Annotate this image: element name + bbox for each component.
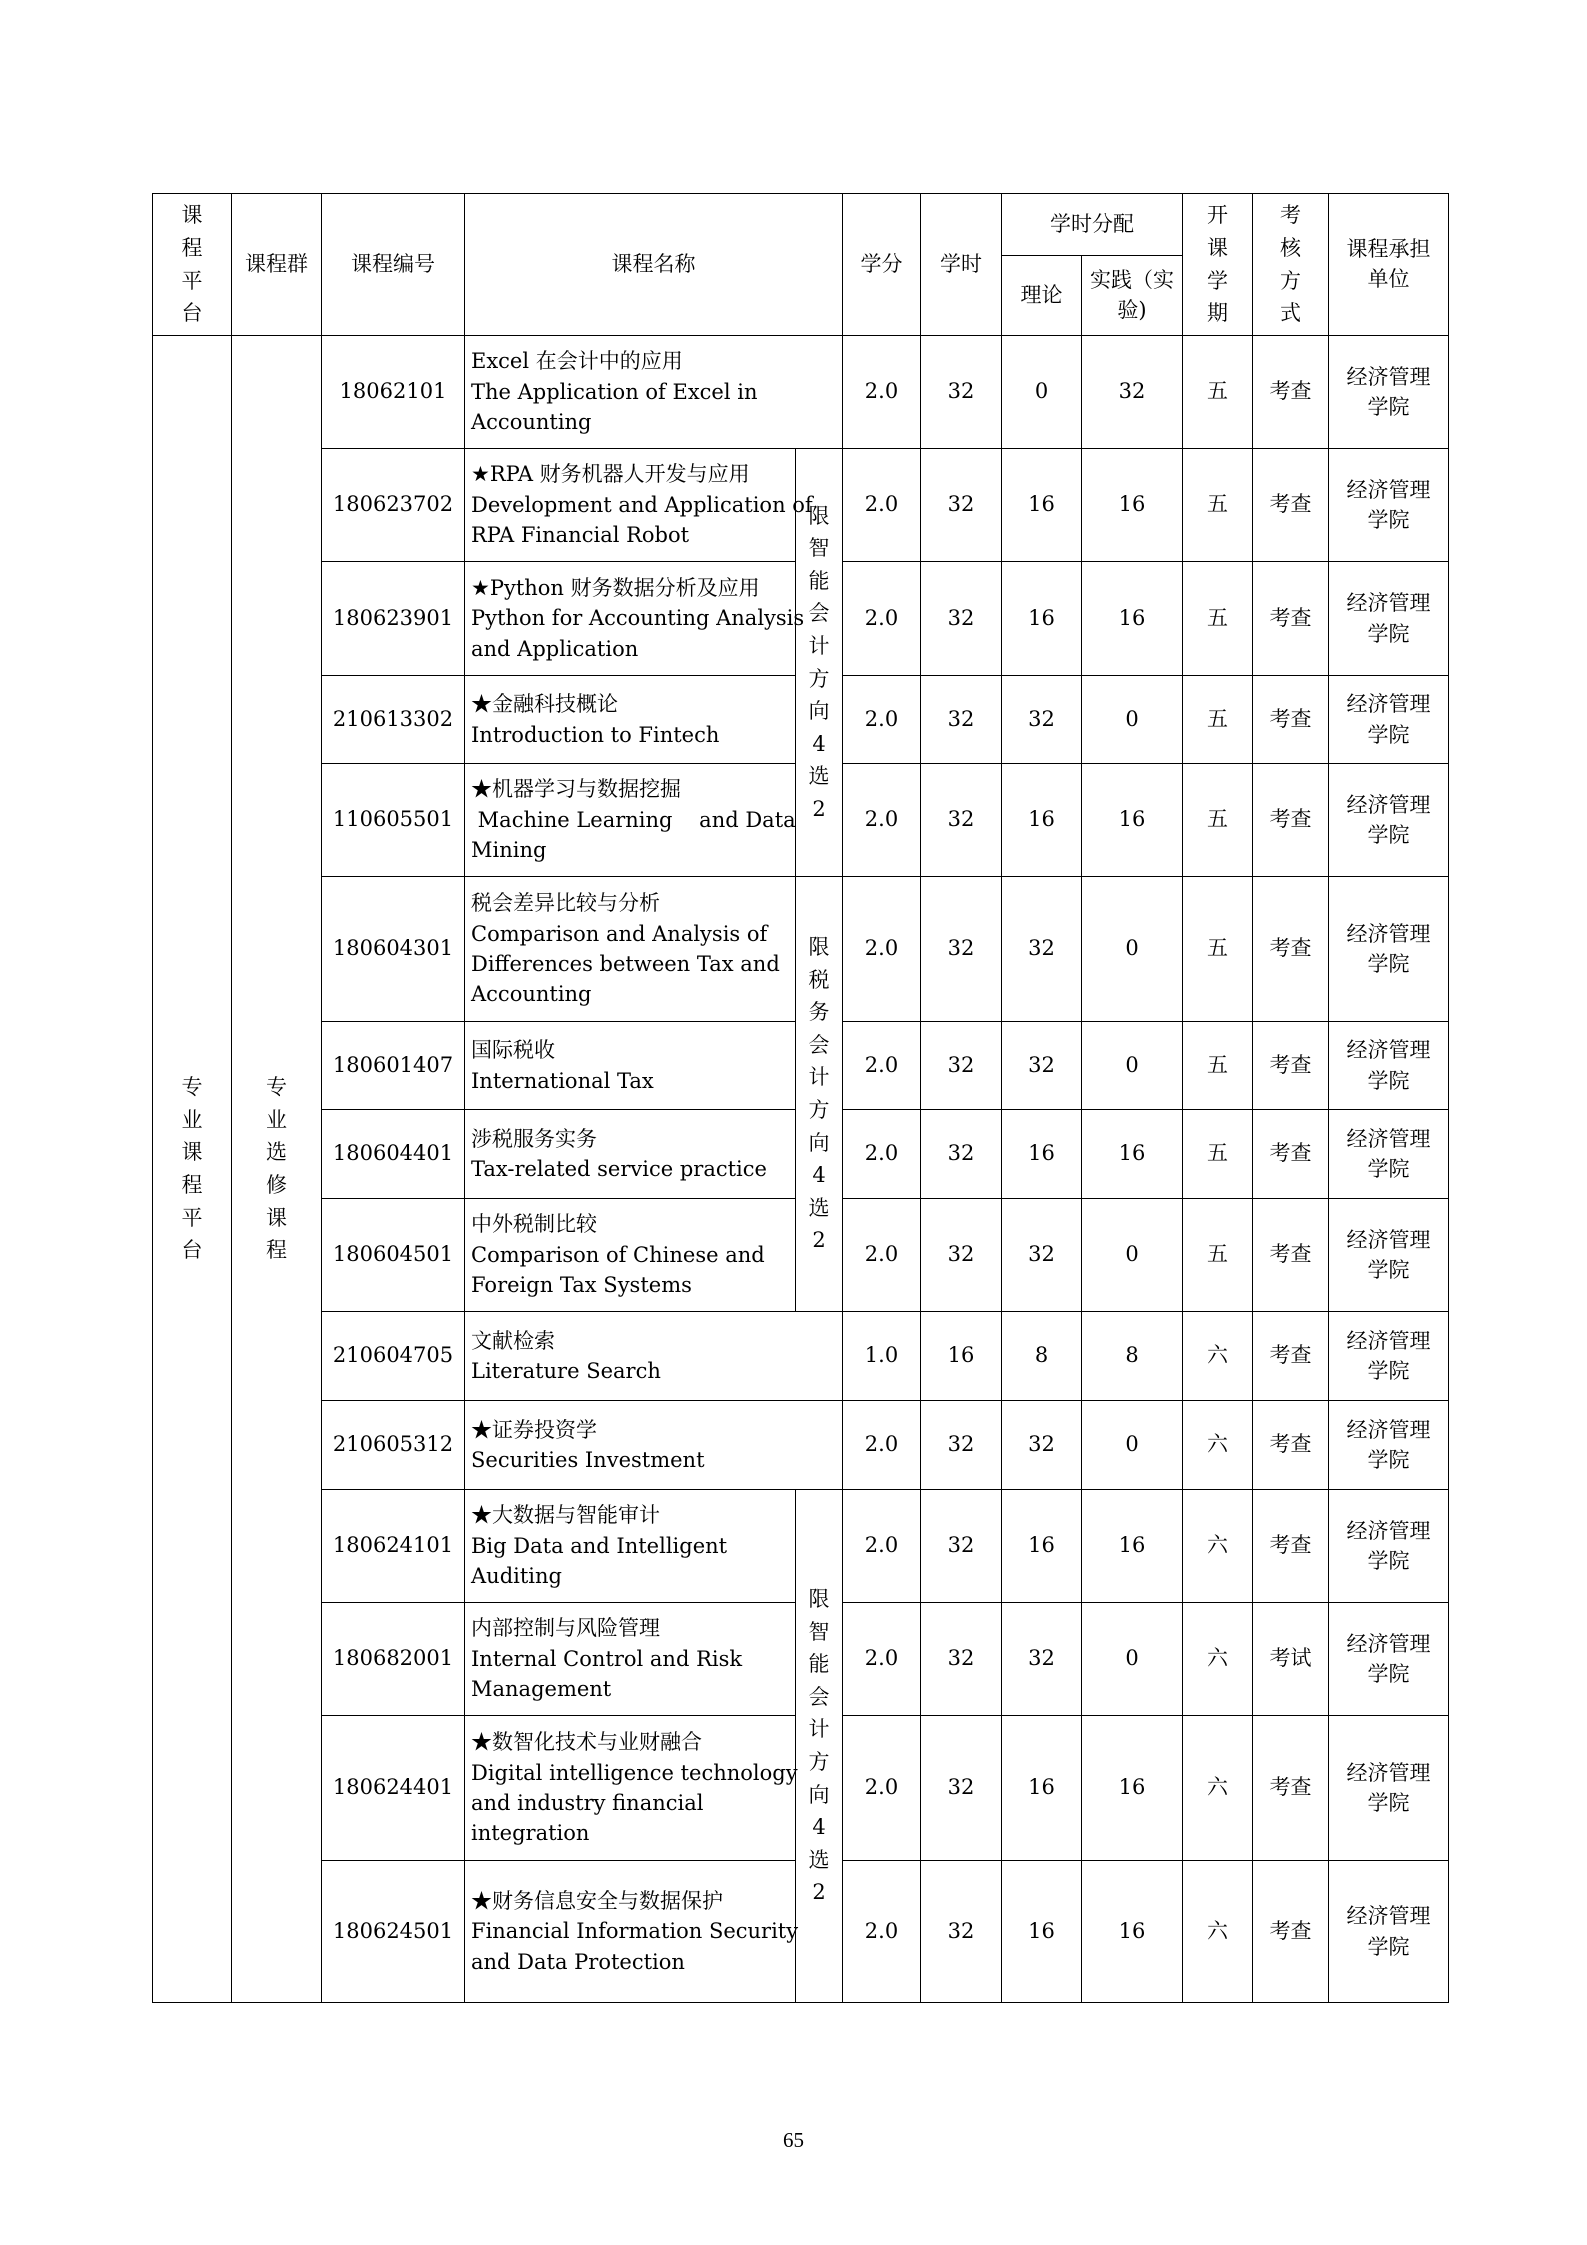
course-name-cn: 文献检索 bbox=[471, 1328, 555, 1353]
table-row bbox=[153, 1490, 1449, 1603]
unit-line: 经济管理 bbox=[1346, 1760, 1431, 1785]
assessment: 考查 bbox=[1253, 562, 1329, 676]
course-name-en: Big Data and Intelligent bbox=[471, 1533, 728, 1558]
track-label-text: 限智能会计方向4选2 bbox=[808, 1587, 830, 1905]
unit-line: 经济管理 bbox=[1346, 1126, 1431, 1151]
course-name-cn: 国际税收 bbox=[471, 1038, 555, 1063]
unit-line: 经济管理 bbox=[1346, 477, 1431, 502]
teaching-unit bbox=[1329, 1022, 1449, 1110]
credit: 2.0 bbox=[843, 1401, 921, 1490]
credit: 2.0 bbox=[843, 1716, 921, 1861]
track-label-text: 限税务会计方向4选2 bbox=[808, 935, 830, 1253]
unit-line: 经济管理 bbox=[1346, 1038, 1431, 1063]
course-name-cn: ★证券投资学 bbox=[471, 1417, 597, 1442]
course-name-en: Financial Information Security bbox=[471, 1919, 799, 1944]
semester: 六 bbox=[1183, 1312, 1253, 1401]
course-code: 180624501 bbox=[322, 1861, 465, 2003]
hours: 32 bbox=[921, 1603, 1002, 1716]
teaching-unit bbox=[1329, 1110, 1449, 1199]
header-name: 课程名称 bbox=[465, 194, 843, 336]
teaching-unit bbox=[1329, 1401, 1449, 1490]
course-name-en: Foreign Tax Systems bbox=[471, 1273, 692, 1298]
assessment: 考查 bbox=[1253, 1022, 1329, 1110]
course-name-en: RPA Financial Robot bbox=[471, 523, 690, 548]
practice-hours: 16 bbox=[1082, 1861, 1183, 2003]
unit-line: 经济管理 bbox=[1346, 1328, 1431, 1353]
course-name-en: Digital intelligence technology bbox=[471, 1760, 798, 1785]
course-name-en: integration bbox=[471, 1821, 590, 1846]
course-name-en: Development and Application of bbox=[471, 492, 813, 517]
credit: 2.0 bbox=[843, 1603, 921, 1716]
table-row bbox=[153, 336, 1449, 449]
theory-hours: 16 bbox=[1002, 1861, 1082, 2003]
semester: 六 bbox=[1183, 1401, 1253, 1490]
teaching-unit bbox=[1329, 676, 1449, 764]
credit: 2.0 bbox=[843, 1490, 921, 1603]
hours: 32 bbox=[921, 1022, 1002, 1110]
unit-line: 经济管理 bbox=[1346, 1227, 1431, 1252]
platform-cell bbox=[153, 336, 232, 2003]
assessment: 考查 bbox=[1253, 1199, 1329, 1312]
teaching-unit bbox=[1329, 1603, 1449, 1716]
course-code: 180623702 bbox=[322, 449, 465, 562]
course-name-en: and Application bbox=[471, 636, 639, 661]
hours: 32 bbox=[921, 562, 1002, 676]
course-code: 180604301 bbox=[322, 877, 465, 1022]
semester: 六 bbox=[1183, 1490, 1253, 1603]
course-name-en: Internal Control and Risk bbox=[471, 1646, 743, 1671]
practice-hours: 0 bbox=[1082, 1401, 1183, 1490]
theory-hours: 16 bbox=[1002, 1110, 1082, 1199]
hours: 32 bbox=[921, 676, 1002, 764]
course-name bbox=[465, 336, 843, 449]
credit: 2.0 bbox=[843, 877, 921, 1022]
credit: 2.0 bbox=[843, 1022, 921, 1110]
course-name bbox=[465, 1490, 796, 1603]
unit-line: 学院 bbox=[1367, 1258, 1410, 1282]
unit-line: 经济管理 bbox=[1346, 1518, 1431, 1543]
course-name-cn: 涉税服务实务 bbox=[471, 1126, 597, 1151]
hours: 32 bbox=[921, 764, 1002, 877]
teaching-unit bbox=[1329, 336, 1449, 449]
hours: 32 bbox=[921, 1716, 1002, 1861]
theory-hours: 32 bbox=[1002, 1022, 1082, 1110]
unit-line: 学院 bbox=[1367, 823, 1410, 847]
practice-hours: 16 bbox=[1082, 562, 1183, 676]
unit-line: 学院 bbox=[1367, 508, 1410, 532]
unit-line: 学院 bbox=[1367, 1068, 1410, 1093]
practice-hours: 0 bbox=[1082, 1022, 1183, 1110]
teaching-unit bbox=[1329, 877, 1449, 1022]
table-row bbox=[153, 1312, 1449, 1401]
hours: 32 bbox=[921, 877, 1002, 1022]
platform-label: 专业课程平台 bbox=[181, 1075, 203, 1263]
practice-hours: 16 bbox=[1082, 764, 1183, 877]
course-name-en: International Tax bbox=[471, 1068, 654, 1093]
theory-hours: 32 bbox=[1002, 877, 1082, 1022]
course-name-cn: Excel 在会计中的应用 bbox=[471, 349, 683, 374]
hours: 32 bbox=[921, 1861, 1002, 2003]
assessment: 考查 bbox=[1253, 449, 1329, 562]
course-name-en: Python for Accounting Analysis bbox=[471, 606, 805, 631]
course-name-cn: ★大数据与智能审计 bbox=[471, 1503, 660, 1528]
unit-line: 经济管理 bbox=[1346, 591, 1431, 616]
course-name-cn: 税会差异比较与分析 bbox=[471, 891, 660, 916]
course-name-en: Auditing bbox=[471, 1564, 562, 1589]
practice-hours: 0 bbox=[1082, 676, 1183, 764]
course-name-cn: ★RPA 财务机器人开发与应用 bbox=[471, 462, 750, 487]
teaching-unit bbox=[1329, 1861, 1449, 2003]
unit-line: 学院 bbox=[1367, 1359, 1410, 1383]
practice-hours: 32 bbox=[1082, 336, 1183, 449]
course-name bbox=[465, 1312, 843, 1401]
theory-hours: 0 bbox=[1002, 336, 1082, 449]
course-name-en: Accounting bbox=[471, 982, 592, 1007]
practice-hours: 16 bbox=[1082, 449, 1183, 562]
theory-hours: 8 bbox=[1002, 1312, 1082, 1401]
assessment: 考查 bbox=[1253, 877, 1329, 1022]
practice-hours: 16 bbox=[1082, 1716, 1183, 1861]
assessment: 考试 bbox=[1253, 1603, 1329, 1716]
course-name bbox=[465, 764, 796, 877]
course-code: 180682001 bbox=[322, 1603, 465, 1716]
hours: 32 bbox=[921, 449, 1002, 562]
course-name bbox=[465, 1110, 796, 1199]
unit-line: 经济管理 bbox=[1346, 921, 1431, 946]
course-name bbox=[465, 449, 813, 562]
theory-hours: 16 bbox=[1002, 562, 1082, 676]
course-code: 110605501 bbox=[322, 764, 465, 877]
course-code: 18062101 bbox=[322, 336, 465, 449]
theory-hours: 32 bbox=[1002, 676, 1082, 764]
assessment: 考查 bbox=[1253, 1401, 1329, 1490]
teaching-unit bbox=[1329, 1199, 1449, 1312]
unit-line: 学院 bbox=[1367, 1934, 1410, 1959]
theory-hours: 16 bbox=[1002, 1716, 1082, 1861]
course-code: 180624401 bbox=[322, 1716, 465, 1861]
course-name-en: Introduction to Fintech bbox=[471, 722, 720, 747]
header-unit: 课程承担单位 bbox=[1329, 194, 1449, 336]
course-name-en: and industry financial bbox=[471, 1791, 704, 1815]
semester: 六 bbox=[1183, 1603, 1253, 1716]
course-code: 180624101 bbox=[322, 1490, 465, 1603]
credit: 2.0 bbox=[843, 676, 921, 764]
course-name bbox=[465, 676, 796, 764]
unit-line: 学院 bbox=[1367, 621, 1410, 646]
header-hours: 学时 bbox=[921, 194, 1002, 336]
theory-hours: 32 bbox=[1002, 1603, 1082, 1716]
semester: 五 bbox=[1183, 336, 1253, 449]
course-code: 210604705 bbox=[322, 1312, 465, 1401]
teaching-unit bbox=[1329, 1716, 1449, 1861]
semester: 五 bbox=[1183, 877, 1253, 1022]
practice-hours: 0 bbox=[1082, 877, 1183, 1022]
course-name bbox=[465, 1603, 796, 1716]
unit-line: 经济管理 bbox=[1346, 692, 1431, 717]
credit: 2.0 bbox=[843, 1199, 921, 1312]
unit-line: 学院 bbox=[1367, 952, 1410, 976]
teaching-unit bbox=[1329, 1490, 1449, 1603]
semester: 六 bbox=[1183, 1861, 1253, 2003]
table-row bbox=[153, 449, 1449, 562]
unit-line: 经济管理 bbox=[1346, 1631, 1431, 1656]
header-credit: 学分 bbox=[843, 194, 921, 336]
course-name-cn: ★机器学习与数据挖掘 bbox=[471, 777, 681, 802]
credit: 2.0 bbox=[843, 562, 921, 676]
track-label-text: 限智能会计方向4选2 bbox=[808, 503, 830, 821]
group-label: 专业选修课程 bbox=[266, 1075, 287, 1263]
course-name-en: Machine Learning and Data bbox=[471, 807, 796, 832]
course-code: 210613302 bbox=[322, 676, 465, 764]
unit-line: 学院 bbox=[1367, 395, 1410, 419]
course-name-en: Tax-related service practice bbox=[471, 1157, 767, 1181]
theory-hours: 16 bbox=[1002, 764, 1082, 877]
theory-hours: 16 bbox=[1002, 1490, 1082, 1603]
semester: 六 bbox=[1183, 1716, 1253, 1861]
unit-line: 经济管理 bbox=[1346, 1417, 1431, 1442]
course-name-en: Comparison of Chinese and bbox=[471, 1242, 765, 1267]
semester: 五 bbox=[1183, 764, 1253, 877]
track-label bbox=[796, 877, 843, 1312]
semester: 五 bbox=[1183, 676, 1253, 764]
unit-line: 经济管理 bbox=[1346, 364, 1431, 389]
page-number: 65 bbox=[783, 2128, 804, 2152]
credit: 1.0 bbox=[843, 1312, 921, 1401]
unit-line: 学院 bbox=[1367, 1157, 1410, 1181]
assessment: 考查 bbox=[1253, 1861, 1329, 2003]
unit-line: 学院 bbox=[1367, 1448, 1410, 1472]
practice-hours: 0 bbox=[1082, 1199, 1183, 1312]
course-name-cn: ★财务信息安全与数据保护 bbox=[471, 1888, 723, 1913]
semester: 五 bbox=[1183, 1022, 1253, 1110]
header-semester: 开课学期 bbox=[1183, 194, 1253, 336]
semester: 五 bbox=[1183, 562, 1253, 676]
header-theory: 理论 bbox=[1002, 256, 1082, 336]
table-row bbox=[153, 877, 1449, 1022]
teaching-unit bbox=[1329, 764, 1449, 877]
semester: 五 bbox=[1183, 449, 1253, 562]
hours: 32 bbox=[921, 1490, 1002, 1603]
table-row bbox=[153, 1401, 1449, 1490]
course-name-en: Comparison and Analysis of bbox=[471, 921, 768, 946]
theory-hours: 16 bbox=[1002, 449, 1082, 562]
header-code: 课程编号 bbox=[322, 194, 465, 336]
teaching-unit bbox=[1329, 1312, 1449, 1401]
hours: 32 bbox=[921, 1401, 1002, 1490]
practice-hours: 16 bbox=[1082, 1490, 1183, 1603]
course-name-cn: 内部控制与风险管理 bbox=[471, 1616, 660, 1641]
practice-hours: 0 bbox=[1082, 1603, 1183, 1716]
hours: 32 bbox=[921, 1110, 1002, 1199]
course-name bbox=[465, 877, 796, 1022]
course-name bbox=[465, 1861, 799, 2003]
practice-hours: 16 bbox=[1082, 1110, 1183, 1199]
credit: 2.0 bbox=[843, 449, 921, 562]
header-group: 课程群 bbox=[232, 194, 322, 336]
assessment: 考查 bbox=[1253, 764, 1329, 877]
unit-line: 学院 bbox=[1367, 1791, 1410, 1815]
course-code: 180604401 bbox=[322, 1110, 465, 1199]
assessment: 考查 bbox=[1253, 676, 1329, 764]
course-name bbox=[465, 1716, 796, 1861]
hours: 32 bbox=[921, 1199, 1002, 1312]
course-name-en: Securities Investment bbox=[471, 1448, 705, 1472]
course-name-en: Literature Search bbox=[471, 1359, 661, 1383]
hours: 16 bbox=[921, 1312, 1002, 1401]
assessment: 考查 bbox=[1253, 336, 1329, 449]
unit-line: 学院 bbox=[1367, 1662, 1410, 1686]
unit-line: 学院 bbox=[1367, 722, 1410, 747]
practice-hours: 8 bbox=[1082, 1312, 1183, 1401]
header-practice: 实践（实验) bbox=[1082, 256, 1183, 336]
assessment: 考查 bbox=[1253, 1312, 1329, 1401]
course-code: 180623901 bbox=[322, 562, 465, 676]
course-name-cn: 中外税制比较 bbox=[471, 1212, 597, 1237]
course-name bbox=[465, 562, 805, 676]
credit: 2.0 bbox=[843, 764, 921, 877]
track-label bbox=[796, 1490, 843, 2003]
course-name bbox=[465, 1022, 796, 1110]
course-name-en: Management bbox=[471, 1677, 612, 1702]
course-code: 180601407 bbox=[322, 1022, 465, 1110]
course-name-en: Differences between Tax and bbox=[471, 952, 780, 976]
assessment: 考查 bbox=[1253, 1490, 1329, 1603]
unit-line: 经济管理 bbox=[1346, 792, 1431, 817]
course-name-cn: ★金融科技概论 bbox=[471, 692, 618, 717]
course-name-en: Accounting bbox=[471, 410, 592, 435]
group-cell bbox=[232, 336, 322, 2003]
course-name-cn: ★数智化技术与业财融合 bbox=[471, 1730, 702, 1755]
credit: 2.0 bbox=[843, 1110, 921, 1199]
theory-hours: 32 bbox=[1002, 1199, 1082, 1312]
theory-hours: 32 bbox=[1002, 1401, 1082, 1490]
teaching-unit bbox=[1329, 562, 1449, 676]
teaching-unit bbox=[1329, 449, 1449, 562]
course-table bbox=[152, 193, 1449, 2003]
semester: 五 bbox=[1183, 1110, 1253, 1199]
header-assessment: 考核方式 bbox=[1253, 194, 1329, 336]
unit-line: 经济管理 bbox=[1346, 1904, 1431, 1929]
course-name bbox=[465, 1401, 843, 1490]
course-name-en: and Data Protection bbox=[471, 1949, 685, 1974]
credit: 2.0 bbox=[843, 336, 921, 449]
credit: 2.0 bbox=[843, 1861, 921, 2003]
course-name bbox=[465, 1199, 796, 1312]
header-platform: 课程平台 bbox=[153, 194, 232, 336]
semester: 五 bbox=[1183, 1199, 1253, 1312]
course-name-en: Mining bbox=[471, 838, 547, 863]
hours: 32 bbox=[921, 336, 1002, 449]
course-code: 210605312 bbox=[322, 1401, 465, 1490]
course-code: 180604501 bbox=[322, 1199, 465, 1312]
assessment: 考查 bbox=[1253, 1716, 1329, 1861]
header-allocation: 学时分配 bbox=[1002, 194, 1183, 256]
course-name-cn: ★Python 财务数据分析及应用 bbox=[471, 575, 760, 600]
course-name-en: The Application of Excel in bbox=[471, 379, 758, 404]
unit-line: 学院 bbox=[1367, 1549, 1410, 1573]
assessment: 考查 bbox=[1253, 1110, 1329, 1199]
